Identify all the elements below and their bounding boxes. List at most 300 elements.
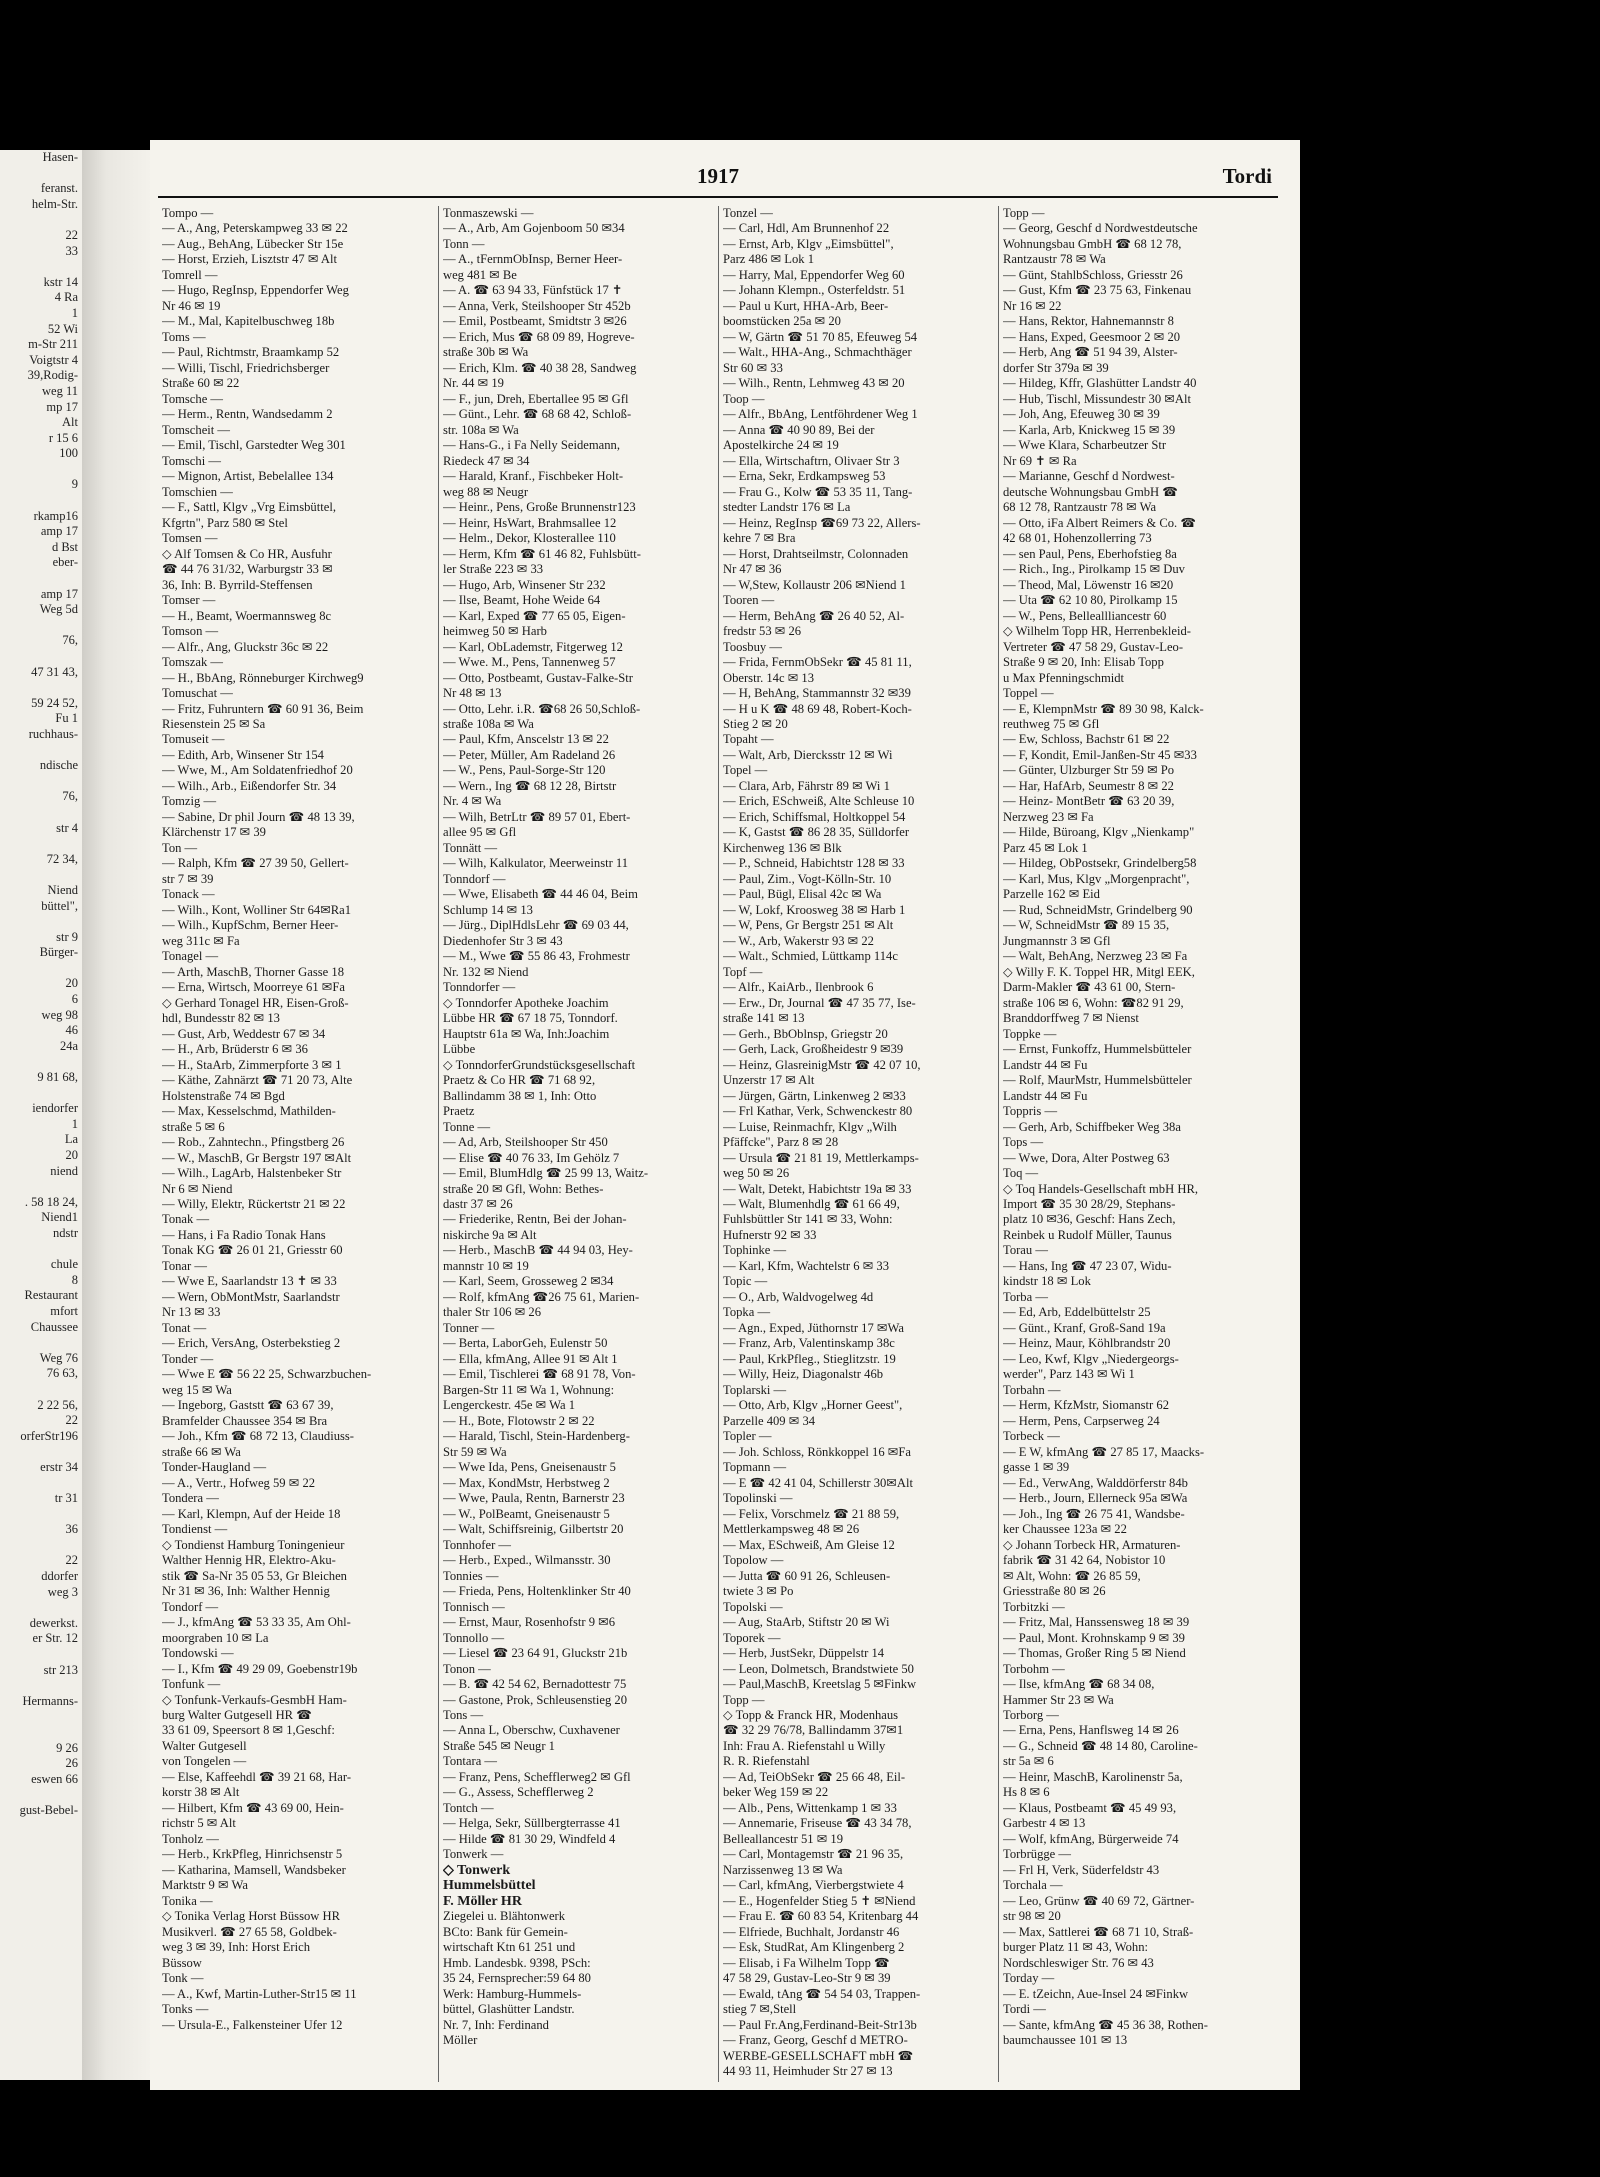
directory-entry-line: R. R. Riefenstahl bbox=[723, 1754, 810, 1769]
running-head: Tordi bbox=[1222, 164, 1272, 188]
directory-entry-line: — Elise ☎ 40 76 33, Im Gehölz 7 bbox=[443, 1150, 620, 1165]
directory-entry-line: — M., Wwe ☎ 55 86 43, Frohmestr bbox=[443, 949, 630, 964]
directory-entry-line: BCto: Bank für Gemein- bbox=[443, 1924, 568, 1939]
directory-entry-line: — Frau E. ☎ 60 83 54, Kritenbarg 44 bbox=[723, 1909, 919, 1924]
directory-entry-line: — Wwe E, Saarlandstr 13 ✝ ✉ 33 bbox=[162, 1274, 337, 1289]
directory-entry-line: — Sante, kfmAng ☎ 45 36 38, Rothen- bbox=[1003, 2017, 1208, 2032]
directory-entry-line: — Hans-G., i Fa Nelly Seidemann, bbox=[443, 438, 620, 453]
prev-page-line: r 15 6 bbox=[48, 430, 78, 445]
prev-page-line: 9 bbox=[71, 477, 78, 492]
directory-entry-line: Parz 45 ✉ Lok 1 bbox=[1003, 840, 1088, 855]
directory-entry-line: — Carl, Hdl, Am Brunnenhof 22 bbox=[723, 221, 890, 236]
directory-entry-line: — Friederike, Rentn, Bei der Johan- bbox=[443, 1212, 627, 1227]
directory-entry-line: weg 481 ✉ Be bbox=[443, 267, 517, 282]
directory-entry-line: Toporek — bbox=[723, 1630, 781, 1645]
directory-entry-line: Mettlerkampsweg 48 ✉ 26 bbox=[723, 1522, 860, 1537]
directory-entry-line: — Karl, Kfm, Wachtelstr 6 ✉ 33 bbox=[723, 1258, 889, 1273]
directory-entry-line: — Otto, Postbeamt, Gustav-Falke-Str bbox=[443, 670, 633, 685]
directory-entry-line: — A., tFernmObInsp, Berner Heer- bbox=[443, 252, 623, 267]
directory-entry-line: richstr 5 ✉ Alt bbox=[162, 1816, 236, 1831]
prev-page-line: Weg 76 bbox=[39, 1350, 78, 1365]
directory-entry-line: Nr. 44 ✉ 19 bbox=[443, 376, 504, 391]
directory-entry-line: ler Straße 223 ✉ 33 bbox=[443, 562, 544, 577]
directory-entry-line: boomstücken 25a ✉ 20 bbox=[723, 314, 841, 329]
directory-entry-line: Tomrell — bbox=[162, 267, 218, 282]
prev-page-line: Niend1 bbox=[41, 1210, 78, 1225]
directory-entry-line: — Carl, Montagemstr ☎ 21 96 35, bbox=[723, 1847, 904, 1862]
directory-entry-line: Nr 16 ✉ 22 bbox=[1003, 298, 1062, 313]
directory-entry-line: — Erna, Wirtsch, Moorreye 61 ✉Fa bbox=[162, 980, 345, 995]
directory-entry-line: Tonak — bbox=[162, 1212, 210, 1227]
prev-page-line bbox=[0, 649, 82, 665]
directory-entry-line: Landstr 44 ✉ Fu bbox=[1003, 1057, 1088, 1072]
directory-entry-line: weg 88 ✉ Neugr bbox=[443, 484, 529, 499]
directory-entry-line: ◇ Tonwerk bbox=[443, 1862, 511, 1878]
directory-entry-line: ☎ 32 29 76/78, Ballindamm 37✉1 bbox=[723, 1723, 904, 1738]
directory-entry-line: — Emil, BlumHdlg ☎ 25 99 13, Waitz- bbox=[443, 1166, 649, 1181]
directory-entry-line: Tordi — bbox=[1003, 2002, 1046, 2017]
directory-entry-line: Lengerckestr. 45e ✉ Wa 1 bbox=[443, 1398, 576, 1413]
directory-entry-line: — Paul Fr.Ang,Ferdinand-Beit-Str13b bbox=[723, 2017, 917, 2032]
directory-entry-line: — Wern, ObMontMstr, Saarlandstr bbox=[162, 1289, 340, 1304]
directory-entry-line: — Gerh, Lack, Großheidestr 9 ✉39 bbox=[723, 1042, 904, 1057]
directory-entry-line: — A. ☎ 63 94 33, Fünfstück 17 ✝ bbox=[443, 283, 623, 298]
directory-entry-line: — Frida, FernmObSekr ☎ 45 81 11, bbox=[723, 655, 912, 670]
directory-entry-line: werder", Parz 143 ✉ Wi 1 bbox=[1003, 1367, 1135, 1382]
prev-page-line: 76 63, bbox=[46, 1366, 78, 1381]
directory-entry-line: Tonnhofer — bbox=[443, 1537, 512, 1552]
prev-page-line bbox=[0, 743, 82, 759]
directory-entry-line: Narzissenweg 13 ✉ Wa bbox=[723, 1862, 843, 1877]
prev-page-line: d Bst bbox=[51, 539, 78, 554]
directory-entry-line: — Jutta ☎ 60 91 26, Schleusen- bbox=[723, 1568, 891, 1583]
directory-entry-line: — W., PolBeamt, Gneisenaustr 5 bbox=[443, 1506, 610, 1521]
directory-entry-line: Jungmannstr 3 ✉ Gfl bbox=[1003, 933, 1111, 948]
directory-entry-line: Topolinski — bbox=[723, 1491, 793, 1506]
directory-entry-line: — A., Arb, Am Gojenboom 50 ✉34 bbox=[443, 221, 625, 236]
directory-entry-line: — Walt, BehAng, Nerzweg 23 ✉ Fa bbox=[1003, 949, 1188, 964]
prev-page-line bbox=[0, 618, 82, 634]
directory-entry-line: Riedeck 47 ✉ 34 bbox=[443, 453, 530, 468]
directory-entry-line: Topp — bbox=[723, 1692, 765, 1707]
directory-entry-line: von Tongelen — bbox=[162, 1754, 247, 1769]
directory-entry-line: — Erna, Sekr, Erdkampsweg 53 bbox=[723, 469, 886, 484]
directory-entry-line: Tonnisch — bbox=[443, 1599, 505, 1614]
directory-entry-line: gasse 1 ✉ 39 bbox=[1003, 1460, 1070, 1475]
directory-entry-line: — Paul, Richtmstr, Braamkamp 52 bbox=[162, 345, 340, 360]
directory-entry-line: Werk: Hamburg-Hummels- bbox=[443, 1986, 582, 2001]
directory-entry-line: Torbahn — bbox=[1003, 1382, 1061, 1397]
directory-entry-line: Torba — bbox=[1003, 1289, 1048, 1304]
directory-entry-line: Landstr 44 ✉ Fu bbox=[1003, 1088, 1088, 1103]
directory-entry-line: — Alfr., Ang, Gluckstr 36c ✉ 22 bbox=[162, 639, 329, 654]
directory-entry-line: — Erna, Pens, Hanflsweg 14 ✉ 26 bbox=[1003, 1723, 1179, 1738]
directory-entry-line: Tonks — bbox=[162, 2002, 209, 2017]
directory-entry-line: Str 60 ✉ 33 bbox=[723, 360, 783, 375]
directory-entry-line: — Walt., HHA-Ang., Schmachthäger bbox=[723, 345, 912, 360]
directory-entry-line: Tomschien — bbox=[162, 484, 233, 499]
directory-entry-line: Holstenstraße 74 ✉ Bgd bbox=[162, 1088, 285, 1103]
directory-entry-line: — Hildeg, Kffr, Glashütter Landstr 40 bbox=[1003, 376, 1197, 391]
directory-entry-line: — W, Pens, Gr Bergstr 251 ✉ Alt bbox=[723, 918, 894, 933]
prev-page-line: Hermanns- bbox=[22, 1693, 78, 1708]
prev-page-line bbox=[0, 1600, 82, 1616]
directory-entry-line: — Heinz, Maur, Köhlbrandstr 20 bbox=[1003, 1336, 1171, 1351]
prev-page-line bbox=[0, 1787, 82, 1803]
directory-entry-line: — Ew, Schloss, Bachstr 61 ✉ 22 bbox=[1003, 732, 1170, 747]
directory-entry-line: Branddorffweg 7 ✉ Nienst bbox=[1003, 1011, 1139, 1026]
directory-entry-line: — E, KlempnMstr ☎ 89 30 98, Kalck- bbox=[1003, 701, 1204, 716]
directory-entry-line: Parzelle 409 ✉ 34 bbox=[723, 1413, 816, 1428]
prev-page-line: helm-Str. bbox=[31, 196, 78, 211]
prev-page-line: niend bbox=[50, 1163, 78, 1178]
directory-entry-line: Tonon — bbox=[443, 1661, 491, 1676]
directory-entry-line: straße 141 ✉ 13 bbox=[723, 1011, 805, 1026]
directory-entry-line: — Jürg., DiplHdlsLehr ☎ 69 03 44, bbox=[443, 918, 629, 933]
directory-entry-line: Tondera — bbox=[162, 1491, 219, 1506]
directory-entry-line: — Wwe, Dora, Alter Postweg 63 bbox=[1003, 1150, 1170, 1165]
directory-entry-line: — Wern., Ing ☎ 68 12 28, Birtstr bbox=[443, 778, 617, 793]
prev-page-line bbox=[0, 1725, 82, 1741]
directory-entry-line: — Thomas, Großer Ring 5 ✉ Niend bbox=[1003, 1646, 1186, 1661]
prev-page-line: Restaurant bbox=[24, 1288, 78, 1303]
directory-entry-line: — Gust, Arb, Weddestr 67 ✉ 34 bbox=[162, 1026, 326, 1041]
prev-page-line: 9 26 bbox=[56, 1740, 78, 1755]
directory-entry-line: Parz 486 ✉ Lok 1 bbox=[723, 252, 814, 267]
directory-entry-line: ◇ Alf Tomsen & Co HR, Ausfuhr bbox=[162, 546, 332, 561]
directory-entry-line: — Carl, kfmAng, Vierbergstwiete 4 bbox=[723, 1878, 904, 1893]
page-number: 1917 bbox=[697, 164, 739, 188]
directory-entry-line: Tomzig — bbox=[162, 794, 217, 809]
directory-entry-line: F. Möller HR bbox=[443, 1893, 522, 1909]
directory-entry-line: — Ed, Arb, Eddelbüttelstr 25 bbox=[1003, 1305, 1151, 1320]
directory-entry-line: — Heinz, GlasreinigMstr ☎ 42 07 10, bbox=[723, 1057, 921, 1072]
directory-entry-line: — K, Gastst ☎ 86 28 35, Sülldorfer bbox=[723, 825, 910, 840]
prev-page-line: weg 98 bbox=[41, 1007, 78, 1022]
directory-entry-line: Marktstr 9 ✉ Wa bbox=[162, 1878, 248, 1893]
directory-entry-line: — Walt, Blumenhdlg ☎ 61 66 49, bbox=[723, 1197, 900, 1211]
prev-page-line: 36 bbox=[65, 1522, 78, 1537]
directory-entry-line: Nr 46 ✉ 19 bbox=[162, 298, 221, 313]
directory-entry-line: straße 5 ✉ 6 bbox=[162, 1119, 225, 1134]
directory-entry-line: Tomuschat — bbox=[162, 686, 233, 701]
directory-entry-line: — Joh. Schloss, Rönkkoppel 16 ✉Fa bbox=[723, 1444, 911, 1459]
prev-page-line bbox=[0, 1444, 82, 1460]
directory-entry-line: Musikverl. ☎ 27 65 58, Goldbek- bbox=[162, 1924, 337, 1939]
prev-page-line: eswen 66 bbox=[31, 1771, 78, 1786]
directory-column-1 bbox=[158, 206, 438, 2082]
directory-entry-line: — Max, ESchweiß, Am Gleise 12 bbox=[723, 1537, 895, 1552]
directory-entry-line: — Ralph, Kfm ☎ 27 39 50, Gellert- bbox=[162, 856, 349, 871]
directory-entry-line: — Theod, Mal, Löwenstr 16 ✉20 bbox=[1003, 577, 1174, 592]
directory-entry-line: — Elfriede, Buchhalt, Jordanstr 46 bbox=[723, 1924, 900, 1939]
directory-entry-line: — Fritz, Fuhruntern ☎ 60 91 36, Beim bbox=[162, 701, 364, 716]
directory-entry-line: Torchala — bbox=[1003, 1878, 1063, 1893]
directory-entry-line: Nerzweg 23 ✉ Fa bbox=[1003, 809, 1094, 824]
directory-entry-line: baumchaussee 101 ✉ 13 bbox=[1003, 2033, 1128, 2048]
directory-entry-line: heimweg 50 ✉ Harb bbox=[443, 624, 547, 639]
prev-page-line: Weg 5d bbox=[39, 602, 78, 617]
directory-entry-line: Nr. 132 ✉ Niend bbox=[443, 964, 529, 979]
directory-entry-line: — Hub, Tischl, Missundestr 30 ✉Alt bbox=[1003, 391, 1191, 406]
directory-entry-line: — Georg, Geschf d Nordwestdeutsche bbox=[1003, 221, 1198, 236]
prev-page-line: Bürger- bbox=[39, 945, 78, 960]
prev-page-line bbox=[0, 961, 82, 977]
directory-entry-line: — Emil, Postbeamt, Smidtstr 3 ✉26 bbox=[443, 314, 627, 329]
directory-entry-line: — Walt., Schmied, Lüttkamp 114c bbox=[723, 949, 898, 964]
directory-entry-line: — Marianne, Geschf d Nordwest- bbox=[1003, 469, 1175, 484]
directory-entry-line: Tonder-Haugland — bbox=[162, 1460, 267, 1475]
prev-page-line bbox=[0, 867, 82, 883]
directory-entry-line: Tomuseit — bbox=[162, 732, 225, 747]
directory-entry-line: — H u K ☎ 48 69 48, Robert-Koch- bbox=[723, 701, 912, 716]
directory-entry-line: Topf — bbox=[723, 964, 763, 979]
directory-entry-line: Torbrügge — bbox=[1003, 1847, 1072, 1862]
directory-entry-line: — A., Kwf, Martin-Luther-Str15 ✉ 11 bbox=[162, 1986, 357, 2001]
directory-entry-line: — Rud, SchneidMstr, Grindelberg 90 bbox=[1003, 902, 1193, 917]
directory-entry-line: — H., Bote, Flotowstr 2 ✉ 22 bbox=[443, 1413, 595, 1428]
directory-entry-line: — Franz, Pens, Schefflerweg2 ✉ Gfl bbox=[443, 1769, 631, 1784]
prev-page-line: amp 17 bbox=[40, 524, 78, 539]
directory-entry-line: — Günt., Lehr. ☎ 68 68 42, Schloß- bbox=[443, 407, 632, 422]
directory-entry-line: Toppris — bbox=[1003, 1104, 1058, 1119]
directory-entry-line: — Frl H, Verk, Süderfeldstr 43 bbox=[1003, 1862, 1160, 1877]
directory-entry-line: stik ☎ Sa-Nr 35 05 53, Gr Bleichen bbox=[162, 1568, 347, 1583]
prev-page-line: iendorfer bbox=[32, 1101, 78, 1116]
directory-entry-line: — Esk, StudRat, Am Klingenberg 2 bbox=[723, 1940, 905, 1955]
directory-entry-line: Ton — bbox=[162, 840, 198, 855]
directory-entry-line: — W,Stew, Kollaustr 206 ✉Niend 1 bbox=[723, 577, 906, 592]
directory-entry-line: — Leo, Kwf, Klgv „Niedergeorgs- bbox=[1003, 1351, 1179, 1366]
directory-entry-line: — W, Gärtn ☎ 51 70 85, Efeuweg 54 bbox=[723, 329, 918, 344]
directory-entry-line: — Ernst, Maur, Rosenhofstr 9 ✉6 bbox=[443, 1615, 616, 1630]
directory-entry-line: — Ella, Wirtschaftrn, Olivaer Str 3 bbox=[723, 453, 900, 468]
directory-entry-line: Riesenstein 25 ✉ Sa bbox=[162, 716, 266, 731]
directory-entry-line: Tonack — bbox=[162, 887, 215, 902]
directory-entry-line: — Frieda, Pens, Holtenklinker Str 40 bbox=[443, 1584, 631, 1599]
directory-entry-line: — Wwe Klara, Scharbeutzer Str bbox=[1003, 438, 1167, 453]
directory-entry-line: Hauptstr 61a ✉ Wa, Inh:Joachim bbox=[443, 1026, 610, 1041]
directory-entry-line: ◇ Willy F. K. Toppel HR, Mitgl EEK, bbox=[1003, 964, 1195, 979]
directory-entry-line: — W, SchneidMstr ☎ 89 15 35, bbox=[1003, 918, 1170, 933]
directory-entry-line: korstr 38 ✉ Alt bbox=[162, 1785, 240, 1800]
directory-entry-line: Büssow bbox=[162, 1955, 202, 1970]
directory-entry-line: — Ernst, Funkoffz, Hummelsbütteler bbox=[1003, 1042, 1192, 1057]
directory-entry-line: — Hans, Rektor, Hahnemannstr 8 bbox=[1003, 314, 1174, 329]
directory-entry-line: twiete 3 ✉ Po bbox=[723, 1584, 794, 1599]
directory-entry-line: str. 108a ✉ Wa bbox=[443, 422, 519, 437]
directory-entry-line: weg 15 ✉ Wa bbox=[162, 1382, 232, 1397]
prev-page-line: m-Str 211 bbox=[28, 337, 78, 352]
directory-entry-line: — Harald, Kranf., Fischbeker Holt- bbox=[443, 469, 624, 484]
prev-page-line: weg 3 bbox=[47, 1584, 78, 1599]
prev-page-line bbox=[0, 212, 82, 228]
prev-page-line: str 4 bbox=[56, 820, 78, 835]
directory-entry-line: — Paul, KrkPfleg., Stieglitzstr. 19 bbox=[723, 1351, 896, 1366]
directory-entry-line: — E. tZeichn, Aue-Insel 24 ✉Finkw bbox=[1003, 1986, 1189, 2001]
directory-entry-line: — F., Sattl, Klgv „Vrg Eimsbüttel, bbox=[162, 500, 336, 515]
directory-entry-line: Lübbe HR ☎ 67 18 75, Tonndorf. bbox=[443, 1011, 618, 1026]
directory-entry-line: — Joh, Ang, Efeuweg 30 ✉ 39 bbox=[1003, 407, 1160, 422]
prev-page-line: 22 bbox=[65, 227, 78, 242]
prev-page-line: 2 22 56, bbox=[37, 1397, 78, 1412]
directory-entry-line: — Herm, BehAng ☎ 26 40 52, Al- bbox=[723, 608, 905, 623]
prev-page-line bbox=[0, 914, 82, 930]
directory-entry-line: Nr. 7, Inh: Ferdinand bbox=[443, 2017, 549, 2032]
directory-entry-line: Tonak KG ☎ 26 01 21, Griesstr 60 bbox=[162, 1243, 343, 1258]
directory-entry-line: — Rolf, kfmAng ☎26 75 61, Marien- bbox=[443, 1289, 640, 1304]
directory-entry-line: Tonndorfer — bbox=[443, 980, 516, 995]
directory-page bbox=[150, 140, 1300, 2090]
directory-entry-line: — Karla, Arb, Knickweg 15 ✉ 39 bbox=[1003, 422, 1176, 437]
directory-entry-line: ◇ Topp & Franck HR, Modenhaus bbox=[723, 1707, 899, 1722]
directory-entry-line: — Hilbert, Kfm ☎ 43 69 00, Hein- bbox=[162, 1800, 344, 1815]
directory-column-2 bbox=[438, 206, 718, 2082]
directory-entry-line: — Hugo, Arb, Winsener Str 232 bbox=[443, 577, 606, 592]
directory-entry-line: — Rob., Zahntechn., Pfingstberg 26 bbox=[162, 1135, 345, 1150]
directory-entry-line: Torbitzki — bbox=[1003, 1599, 1065, 1614]
directory-entry-line: — Clara, Arb, Fährstr 89 ✉ Wi 1 bbox=[723, 778, 890, 793]
directory-entry-line: Straße 9 ✉ 20, Inh: Elisab Topp bbox=[1003, 655, 1164, 670]
directory-entry-line: 68 12 78, Rantzaustr 78 ✉ Wa bbox=[1003, 500, 1157, 515]
directory-entry-line: — Ewald, tAng ☎ 54 54 03, Trappen- bbox=[723, 1986, 921, 2001]
directory-entry-line: — Herb., KrkPfleg, Hinrichsenstr 5 bbox=[162, 1847, 343, 1862]
directory-entry-line: — Otto, iFa Albert Reimers & Co. ☎ bbox=[1003, 515, 1197, 530]
prev-page-line: 33 bbox=[65, 243, 78, 258]
prev-page-line: orferStr196 bbox=[20, 1428, 78, 1443]
directory-entry-line: Bargen-Str 11 ✉ Wa 1, Wohnung: bbox=[443, 1382, 615, 1397]
directory-entry-line: Tondorf — bbox=[162, 1599, 219, 1614]
page-gutter bbox=[82, 150, 152, 2080]
directory-entry-line: stieg 7 ✉,Stell bbox=[723, 2002, 797, 2017]
directory-entry-line: — Herm, Pens, Carpserweg 24 bbox=[1003, 1413, 1160, 1428]
prev-page-line: mp 17 bbox=[46, 399, 78, 414]
directory-entry-line: Tonwerk — bbox=[443, 1847, 504, 1862]
directory-entry-line: — Wilh., Rentn, Lehmweg 43 ✉ 20 bbox=[723, 376, 905, 391]
directory-entry-line: — E ☎ 42 41 04, Schillerstr 30✉Alt bbox=[723, 1475, 913, 1490]
directory-entry-line: — Gerh, Arb, Schiffbeker Weg 38a bbox=[1003, 1119, 1181, 1134]
prev-page-line bbox=[0, 166, 82, 182]
directory-entry-line: hdl, Bundesstr 82 ✉ 13 bbox=[162, 1011, 280, 1026]
directory-entry-line: Import ☎ 35 30 28/29, Stephans- bbox=[1003, 1197, 1176, 1211]
prev-page-line: rkamp16 bbox=[33, 508, 78, 523]
prev-page-line bbox=[0, 493, 82, 509]
directory-entry-line: Klärchenstr 17 ✉ 39 bbox=[162, 825, 266, 840]
directory-entry-line: — F., jun, Dreh, Ebertallee 95 ✉ Gfl bbox=[443, 391, 629, 406]
directory-entry-line: Möller bbox=[443, 2033, 478, 2048]
prev-page-line bbox=[0, 1054, 82, 1070]
directory-entry-line: ◇ Tondienst Hamburg Toningenieur bbox=[162, 1537, 345, 1552]
prev-page-line: 22 bbox=[65, 1413, 78, 1428]
directory-entry-line: — Harry, Mal, Eppendorfer Weg 60 bbox=[723, 267, 905, 282]
directory-entry-line: — Otto, Lehr. i.R. ☎68 26 50,Schloß- bbox=[443, 701, 641, 716]
prev-page-line: weg 11 bbox=[42, 383, 78, 398]
directory-entry-line: ☎ 44 76 31/32, Warburgstr 33 ✉ bbox=[162, 562, 333, 577]
directory-entry-line: — Max, KondMstr, Herbstweg 2 bbox=[443, 1475, 610, 1490]
prev-page-line: 1 bbox=[71, 1116, 78, 1131]
directory-entry-line: dastr 37 ✉ 26 bbox=[443, 1197, 513, 1211]
directory-entry-line: kindstr 18 ✉ Lok bbox=[1003, 1274, 1091, 1289]
prev-page-line bbox=[0, 1538, 82, 1554]
directory-entry-line: Tomson — bbox=[162, 624, 219, 639]
prev-page-line: erstr 34 bbox=[40, 1459, 78, 1474]
directory-entry-line: — Johann Klempn., Osterfeldstr. 51 bbox=[723, 283, 906, 298]
directory-entry-line: — Herb, Ang ☎ 51 94 39, Alster- bbox=[1003, 345, 1178, 360]
prev-page-line bbox=[0, 1179, 82, 1195]
directory-entry-line: Tonar — bbox=[162, 1258, 207, 1273]
directory-entry-line: — Hilde, Büroang, Klgv „Nienkamp" bbox=[1003, 825, 1195, 840]
directory-entry-line: — Luise, Reinmachfr, Klgv „Wilh bbox=[723, 1119, 897, 1134]
directory-entry-line: mannstr 10 ✉ 19 bbox=[443, 1258, 529, 1273]
directory-entry-line: Reinbek u Rudolf Müller, Taunus bbox=[1003, 1227, 1172, 1242]
directory-entry-line: — I., Kfm ☎ 49 29 09, Goebenstr19b bbox=[162, 1661, 358, 1676]
directory-entry-line: Topic — bbox=[723, 1274, 768, 1289]
directory-entry-line: Tomsen — bbox=[162, 531, 218, 546]
prev-page-line: er Str. 12 bbox=[32, 1631, 78, 1646]
directory-entry-line: — Heinz, RegInsp ☎69 73 22, Allers- bbox=[723, 515, 921, 530]
directory-entry-line: niskirche 9a ✉ Alt bbox=[443, 1227, 537, 1242]
prev-page-line: Voigtstr 4 bbox=[29, 352, 78, 367]
directory-entry-line: — Wilh, BetrLtr ☎ 89 57 01, Ebert- bbox=[443, 809, 631, 824]
directory-entry-line: — Gastone, Prok, Schleusenstieg 20 bbox=[443, 1692, 627, 1707]
directory-entry-line: — W, Lokf, Kroosweg 38 ✉ Harb 1 bbox=[723, 902, 906, 917]
directory-entry-line: — Wwe E ☎ 56 22 25, Schwarzbuchen- bbox=[162, 1367, 372, 1382]
directory-entry-line: deutsche Wohnungsbau GmbH ☎ bbox=[1003, 484, 1178, 499]
prev-page-line: ndische bbox=[39, 758, 78, 773]
directory-entry-line: — Willy, Heiz, Diagonalstr 46b bbox=[723, 1367, 884, 1382]
directory-entry-line: — Erich, Mus ☎ 68 09 89, Hogreve- bbox=[443, 329, 635, 344]
directory-entry-line: Hufnerstr 92 ✉ 33 bbox=[723, 1227, 817, 1242]
prev-page-line: Niend bbox=[47, 882, 78, 897]
directory-entry-line: ◇ Wilhelm Topp HR, Herrenbekleid- bbox=[1003, 624, 1191, 639]
directory-entry-line: Nr 31 ✉ 36, Inh: Walther Hennig bbox=[162, 1584, 330, 1599]
directory-entry-line: Tonk — bbox=[162, 1971, 204, 1986]
directory-entry-line: — A., Vertr., Hofweg 59 ✉ 22 bbox=[162, 1475, 316, 1490]
directory-entry-line: Nordschleswiger Str. 76 ✉ 43 bbox=[1003, 1955, 1154, 1970]
directory-entry-line: — Leo, Grünw ☎ 40 69 72, Gärtner- bbox=[1003, 1893, 1195, 1908]
directory-entry-line: ✉ Alt, Wohn: ☎ 26 85 59, bbox=[1003, 1568, 1141, 1583]
directory-entry-line: WERBE-GESELLSCHAFT mbH ☎ bbox=[723, 2048, 914, 2063]
directory-entry-line: — Hugo, RegInsp, Eppendorfer Weg bbox=[162, 283, 349, 298]
directory-entry-line: Ballindamm 38 ✉ 1, Inh: Otto bbox=[443, 1088, 597, 1103]
directory-entry-line: Hs 8 ✉ 6 bbox=[1003, 1785, 1050, 1800]
directory-entry-line: Straße 60 ✉ 22 bbox=[162, 376, 240, 391]
directory-entry-line: moorgraben 10 ✉ La bbox=[162, 1630, 269, 1645]
directory-entry-line: — Erich, Schiffsmal, Holtkoppel 54 bbox=[723, 809, 906, 824]
directory-entry-line: Topolow — bbox=[723, 1553, 784, 1568]
directory-entry-line: — Frl Kathar, Verk, Schwenckestr 80 bbox=[723, 1104, 913, 1119]
directory-entry-line: — H., Beamt, Woermannsweg 8c bbox=[162, 608, 332, 623]
prev-page-line: amp 17 bbox=[40, 586, 78, 601]
directory-entry-line: — Horst, Drahtseilmstr, Colonnaden bbox=[723, 546, 909, 561]
directory-entry-line: — Ilse, Beamt, Hohe Weide 64 bbox=[443, 593, 601, 608]
prev-page-line bbox=[0, 1507, 82, 1523]
directory-entry-line: ◇ Toq Handels-Gesellschaft mbH HR, bbox=[1003, 1181, 1198, 1196]
directory-entry-line: ◇ TonndorferGrundstücksgesellschaft bbox=[443, 1057, 636, 1072]
directory-column-3 bbox=[718, 206, 998, 2082]
directory-entry-line: — Alfr., KaiArb., Ilenbrook 6 bbox=[723, 980, 874, 995]
directory-entry-line: — P., Schneid, Habichtstr 128 ✉ 33 bbox=[723, 856, 905, 871]
prev-page-line: 76, bbox=[62, 633, 78, 648]
directory-entry-line: Griesstraße 80 ✉ 26 bbox=[1003, 1584, 1106, 1599]
directory-entry-line: — Paul, Kfm, Anscelstr 13 ✉ 22 bbox=[443, 732, 609, 747]
directory-entry-line: ◇ Johann Torbeck HR, Armaturen- bbox=[1003, 1537, 1181, 1552]
directory-entry-line: — Alb., Pens, Wittenkamp 1 ✉ 33 bbox=[723, 1800, 897, 1815]
directory-entry-line: — Leon, Dolmetsch, Brandstwiete 50 bbox=[723, 1661, 914, 1676]
directory-entry-line: 35 24, Fernsprecher:59 64 80 bbox=[443, 1971, 591, 1986]
directory-entry-line: — Walt, Detekt, Habichtstr 19a ✉ 33 bbox=[723, 1181, 912, 1196]
directory-entry-line: — Heinz- MontBetr ☎ 63 20 39, bbox=[1003, 794, 1175, 809]
